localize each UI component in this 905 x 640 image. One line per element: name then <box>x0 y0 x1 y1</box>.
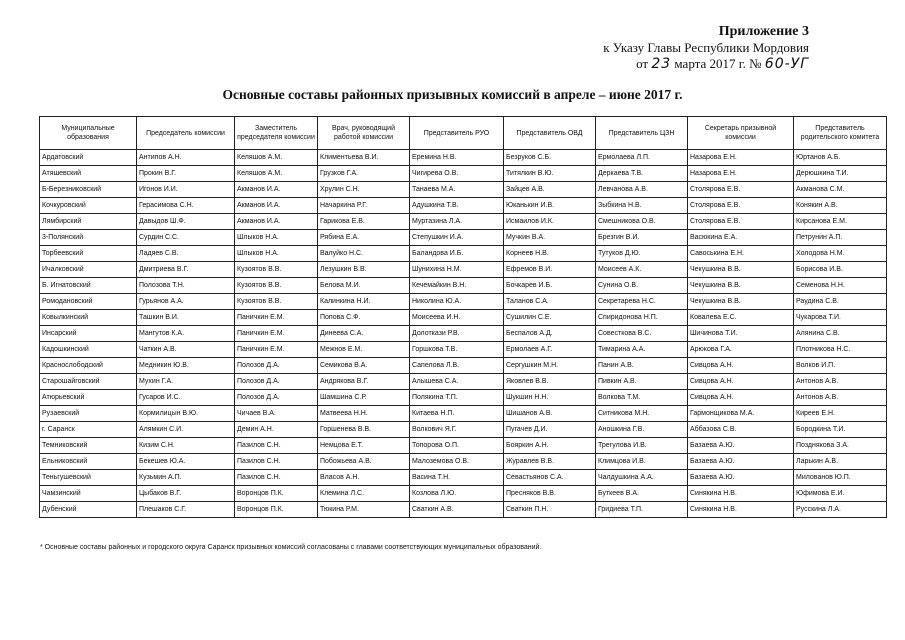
table-cell: Игонов И.И. <box>137 182 235 198</box>
column-header: Врач, руководящий работой комиссии <box>318 117 410 150</box>
table-cell: Пазилов С.Н. <box>235 470 318 486</box>
table-cell: Волкович Я.Г. <box>410 422 504 438</box>
table-cell: Пугачев Д.И. <box>504 422 596 438</box>
table-row <box>40 326 887 342</box>
table-cell: Арюкова Г.А. <box>688 342 794 358</box>
table-cell: Бородкина Т.И. <box>794 422 887 438</box>
table-cell: Полозов Д.А. <box>235 374 318 390</box>
table-cell: Побожьева А.В. <box>318 454 410 470</box>
table-row <box>40 374 887 390</box>
table-row <box>40 246 887 262</box>
table-cell: Кузьмин А.П. <box>137 470 235 486</box>
table-cell: Власов А.Н. <box>318 470 410 486</box>
table-body <box>40 150 887 518</box>
table-cell: Баландова И.Б. <box>410 246 504 262</box>
table-cell: 3-Полянский <box>40 230 137 246</box>
table-cell: Тутуков Д.Ю. <box>596 246 688 262</box>
table-cell: Сваткин А.В. <box>410 502 504 518</box>
table-cell: Козлова Л.Ю. <box>410 486 504 502</box>
table-cell: Гусаров И.С. <box>137 390 235 406</box>
table-cell: Ермолаев А.Г. <box>504 342 596 358</box>
table-cell: Столярова Е.В. <box>688 214 794 230</box>
table-cell: Панин А.В. <box>596 358 688 374</box>
table-cell: Севастьянов С.А. <box>504 470 596 486</box>
table-cell: Горшкова Т.В. <box>410 342 504 358</box>
table-cell: Алышева С.А. <box>410 374 504 390</box>
table-cell: Базаева А.Ю. <box>688 454 794 470</box>
table-cell: Ларькин А.В. <box>794 454 887 470</box>
table-cell: Танаева М.А. <box>410 182 504 198</box>
table-cell: Васюкина Е.А. <box>688 230 794 246</box>
table-cell: Немцова Е.Т. <box>318 438 410 454</box>
table-cell: Паничкин Е.М. <box>235 310 318 326</box>
table-cell: Шлыков Н.А. <box>235 230 318 246</box>
table-cell: Юфимова Е.И. <box>794 486 887 502</box>
table-cell: Антонов А.В. <box>794 374 887 390</box>
table-cell: Бекешев Ю.А. <box>137 454 235 470</box>
table-cell: Полозова Т.Н. <box>137 278 235 294</box>
table-cell: Ромодановский <box>40 294 137 310</box>
decree-reference: к Указу Главы Республики Мордовия <box>603 40 809 55</box>
table-cell: Киреев Е.Н. <box>794 406 887 422</box>
table-cell: Гридиева Т.П. <box>596 502 688 518</box>
table-cell: Межнов Е.М. <box>318 342 410 358</box>
table-cell: Столярова Е.В. <box>688 182 794 198</box>
table-cell: Б-Березниковский <box>40 182 137 198</box>
table-cell: Мухин Г.А. <box>137 374 235 390</box>
annex-header <box>603 24 809 72</box>
table-cell: Назарова Е.Н. <box>688 150 794 166</box>
table-cell: Совесткова В.С. <box>596 326 688 342</box>
table-cell: Пивкин А.В. <box>596 374 688 390</box>
table-cell: Кузоятов В.В. <box>235 262 318 278</box>
table-cell: Атюрьевский <box>40 390 137 406</box>
table-cell: Шлыков Н.А. <box>235 246 318 262</box>
table-cell: Торбеевский <box>40 246 137 262</box>
table-cell: Волков И.П. <box>794 358 887 374</box>
table-cell: Дерюшкина Т.И. <box>794 166 887 182</box>
table-cell: Грузков Г.А. <box>318 166 410 182</box>
table-cell: Столярова Е.В. <box>688 198 794 214</box>
table-cell: Шукшин Н.Н. <box>504 390 596 406</box>
date-rest: марта 2017 г. № <box>674 56 762 71</box>
table-cell: Кузоятов В.В. <box>235 278 318 294</box>
table-cell: Конякин А.В. <box>794 198 887 214</box>
table-cell: Гармонщикова М.А. <box>688 406 794 422</box>
column-header: Представитель ОВД <box>504 117 596 150</box>
table-cell: Волкова Т.М. <box>596 390 688 406</box>
table-cell: Синякина Н.В. <box>688 502 794 518</box>
table-row <box>40 390 887 406</box>
table-cell: Ельниковский <box>40 454 137 470</box>
table-cell: Ермолаева Л.П. <box>596 150 688 166</box>
table-cell: Теньгушевский <box>40 470 137 486</box>
table-cell: Акманов И.А. <box>235 182 318 198</box>
column-header: Секретарь призывной комиссии <box>688 117 794 150</box>
table-cell: Дмитриева В.Г. <box>137 262 235 278</box>
table-row <box>40 294 887 310</box>
table-row <box>40 198 887 214</box>
table-cell: Давыдов Ш.Ф. <box>137 214 235 230</box>
table-cell: Чичаев В.А. <box>235 406 318 422</box>
table-cell: Ладяев С.В. <box>137 246 235 262</box>
table-row <box>40 502 887 518</box>
table-header-row <box>40 117 887 150</box>
table-cell: Савоськина Е.Н. <box>688 246 794 262</box>
table-cell: Чаткин А.В. <box>137 342 235 358</box>
table-row <box>40 422 887 438</box>
table-cell: г. Саранск <box>40 422 137 438</box>
table-row <box>40 486 887 502</box>
table-cell: Клемина Л.С. <box>318 486 410 502</box>
table-cell: Чукарова Т.И. <box>794 310 887 326</box>
table-cell: Хрулин С.Н. <box>318 182 410 198</box>
table-cell: Цыбаков В.Г. <box>137 486 235 502</box>
table-row <box>40 470 887 486</box>
table-cell: Акманова С.М. <box>794 182 887 198</box>
table-cell: Инсарский <box>40 326 137 342</box>
table-cell: Паничкин Е.М. <box>235 342 318 358</box>
table-cell: Медникин Ю.В. <box>137 358 235 374</box>
table-cell: Петрунин А.П. <box>794 230 887 246</box>
table-cell: Воронцов П.К. <box>235 502 318 518</box>
table-cell: Беспалов А.Д. <box>504 326 596 342</box>
table-row <box>40 214 887 230</box>
table-cell: Лямбирский <box>40 214 137 230</box>
table-cell: Гарикова Е.В. <box>318 214 410 230</box>
table-cell: Акманов И.А. <box>235 214 318 230</box>
table-cell: Сергушкин М.Н. <box>504 358 596 374</box>
table-cell: Синякина Н.В. <box>688 486 794 502</box>
table-cell: Бочкарев И.Б. <box>504 278 596 294</box>
table-cell: Малоземова О.В. <box>410 454 504 470</box>
table-row <box>40 438 887 454</box>
table-cell: Начаркина Р.Г. <box>318 198 410 214</box>
table-cell: Китаева Н.П. <box>410 406 504 422</box>
table-cell: Климентьева В.И. <box>318 150 410 166</box>
document-title: Основные составы районных призывных комиссий в апреле – июне 2017 г. <box>222 87 683 102</box>
table-cell: Герасимова С.Н. <box>137 198 235 214</box>
table-cell: Шунихина Н.М. <box>410 262 504 278</box>
table-cell: Пазилов С.Н. <box>235 454 318 470</box>
table-row <box>40 262 887 278</box>
table-row <box>40 278 887 294</box>
table-cell: Юртанов А.Б. <box>794 150 887 166</box>
table-row <box>40 150 887 166</box>
table-cell: Шишанов А.В. <box>504 406 596 422</box>
table-cell: Сивцова А.Н. <box>688 390 794 406</box>
decree-number: 60-УГ <box>764 56 809 72</box>
table-cell: Матвеева Н.Н. <box>318 406 410 422</box>
table-cell: Паничкин Е.М. <box>235 326 318 342</box>
table-cell: Базаева А.Ю. <box>688 438 794 454</box>
table-cell: Плешаков С.Г. <box>137 502 235 518</box>
table-cell: Валуйко Н.С. <box>318 246 410 262</box>
commissions-table <box>39 116 887 518</box>
table-cell: Мучкин В.А. <box>504 230 596 246</box>
table-cell: Ташкин В.И. <box>137 310 235 326</box>
table-row <box>40 230 887 246</box>
table-row <box>40 406 887 422</box>
table-cell: Еремина Н.В. <box>410 150 504 166</box>
table-row <box>40 358 887 374</box>
table-cell: Старошайговский <box>40 374 137 390</box>
table-cell: Секретарева Н.С. <box>596 294 688 310</box>
table-cell: Базаева А.Ю. <box>688 470 794 486</box>
table-cell: Васина Т.Н. <box>410 470 504 486</box>
table-cell: Николина Ю.А. <box>410 294 504 310</box>
table-cell: Полякина Т.П. <box>410 390 504 406</box>
table-cell: Ефремов В.И. <box>504 262 596 278</box>
column-header: Представитель РУО <box>410 117 504 150</box>
table-cell: Зайцев А.В. <box>504 182 596 198</box>
table-cell: Степушкин И.А. <box>410 230 504 246</box>
table-cell: Шичинова Т.И. <box>688 326 794 342</box>
table-cell: Исмаилов И.К. <box>504 214 596 230</box>
table-cell: Ситникова М.Н. <box>596 406 688 422</box>
table-cell: Позднякова З.А. <box>794 438 887 454</box>
table-cell: Келяшов А.М. <box>235 150 318 166</box>
table-cell: Атяшевский <box>40 166 137 182</box>
table-cell: Полозов Д.А. <box>235 358 318 374</box>
table-cell: Горшенева В.В. <box>318 422 410 438</box>
table-cell: Лезушкин В.В. <box>318 262 410 278</box>
table-cell: Прокин В.Г. <box>137 166 235 182</box>
table-cell: Климцова И.В. <box>596 454 688 470</box>
table-cell: Моисеева И.Н. <box>410 310 504 326</box>
table-cell: Долоткази Р.В. <box>410 326 504 342</box>
table-cell: Шамшина С.Р. <box>318 390 410 406</box>
table-cell: Чамзинский <box>40 486 137 502</box>
table-cell: Демин А.Н. <box>235 422 318 438</box>
table-cell: Рузаевский <box>40 406 137 422</box>
table-cell: Ичалковский <box>40 262 137 278</box>
table-cell: Титялкин В.Ю. <box>504 166 596 182</box>
table-cell: Левчанова А.В. <box>596 182 688 198</box>
table-cell: Антипов А.Н. <box>137 150 235 166</box>
table-cell: Тимарина А.А. <box>596 342 688 358</box>
table-cell: Кизим С.Н. <box>137 438 235 454</box>
table-cell: Холодова Н.М. <box>794 246 887 262</box>
table-cell: Кечемайкин В.Н. <box>410 278 504 294</box>
column-header: Муниципальные образования <box>40 117 137 150</box>
table-cell: Смешникова О.В. <box>596 214 688 230</box>
table-cell: Дубенский <box>40 502 137 518</box>
table-cell: Муртазина Л.А. <box>410 214 504 230</box>
date-prefix: от <box>636 56 649 71</box>
table-row <box>40 166 887 182</box>
table-cell: Кирсанова Е.М. <box>794 214 887 230</box>
table-cell: Андрякова В.Г. <box>318 374 410 390</box>
footnote: * Основные составы районных и городского округа Саранск призывных комиссий согласованы с главами соответствующих муниципальных образований. <box>40 544 542 551</box>
table-cell: Полозов Д.А. <box>235 390 318 406</box>
table-cell: Кадошкинский <box>40 342 137 358</box>
table-cell: Назарова Е.Н. <box>688 166 794 182</box>
table-cell: Антонов А.В. <box>794 390 887 406</box>
table-cell: Аношкина Г.В. <box>596 422 688 438</box>
column-header: Представитель родительского комитета <box>794 117 887 150</box>
table-cell: Таланов С.А. <box>504 294 596 310</box>
table-cell: Милованов Ю.П. <box>794 470 887 486</box>
table-cell: Рябина Е.А. <box>318 230 410 246</box>
table-cell: Кочкуровский <box>40 198 137 214</box>
table-cell: Сушилин С.Е. <box>504 310 596 326</box>
table-cell: Русскина Л.А. <box>794 502 887 518</box>
table-cell: Корнеев Н.В. <box>504 246 596 262</box>
table-cell: Плотникова Н.С. <box>794 342 887 358</box>
table-cell: Краснослободский <box>40 358 137 374</box>
table-cell: Сваткин П.Н. <box>504 502 596 518</box>
annex-label: Приложение 3 <box>718 24 809 39</box>
column-header: Заместитель председателя комиссии <box>235 117 318 150</box>
column-header: Представитель ЦЗН <box>596 117 688 150</box>
table-cell: Пресняков В.В. <box>504 486 596 502</box>
column-header: Председатель комиссии <box>137 117 235 150</box>
table-cell: Воронцов П.К. <box>235 486 318 502</box>
table-cell: Трегулова И.В. <box>596 438 688 454</box>
table-cell: Келяшов А.М. <box>235 166 318 182</box>
table-cell: Акманов И.А. <box>235 198 318 214</box>
table-cell: Алянина С.В. <box>794 326 887 342</box>
table-cell: Чигирева О.В. <box>410 166 504 182</box>
table-row <box>40 310 887 326</box>
table-cell: Динеева С.А. <box>318 326 410 342</box>
table-cell: Тюкина Р.М. <box>318 502 410 518</box>
table-cell: Спиридонова Н.П. <box>596 310 688 326</box>
table-cell: Яковлев В.В. <box>504 374 596 390</box>
table-cell: Темниковский <box>40 438 137 454</box>
table-cell: Зыбкина Н.В. <box>596 198 688 214</box>
table-cell: Чалдушкина А.А. <box>596 470 688 486</box>
table-cell: Брезгин В.И. <box>596 230 688 246</box>
table-cell: Раудина С.В. <box>794 294 887 310</box>
table-cell: Ковалева Е.С. <box>688 310 794 326</box>
table-cell: Адушкина Т.В. <box>410 198 504 214</box>
table-cell: Чекушкина В.В. <box>688 278 794 294</box>
decree-date <box>603 56 809 72</box>
table-cell: Журавлев В.В. <box>504 454 596 470</box>
table-cell: Кузоятов В.В. <box>235 294 318 310</box>
table-cell: Безруков С.Б. <box>504 150 596 166</box>
table-cell: Моисеев А.К. <box>596 262 688 278</box>
table-cell: Топорова О.П. <box>410 438 504 454</box>
table-cell: Аббазова С.В. <box>688 422 794 438</box>
table-cell: Калинкина Н.И. <box>318 294 410 310</box>
table-cell: Сурдин С.С. <box>137 230 235 246</box>
table-cell: Ардатовский <box>40 150 137 166</box>
table-cell: Мангутов К.А. <box>137 326 235 342</box>
table-cell: Деркаева Т.В. <box>596 166 688 182</box>
table-cell: Попова С.Ф. <box>318 310 410 326</box>
table-cell: Пазилов С.Н. <box>235 438 318 454</box>
table-row <box>40 454 887 470</box>
table-cell: Белова М.И. <box>318 278 410 294</box>
table-cell: Чекушкина В.В. <box>688 262 794 278</box>
table-cell: Сивцова А.Н. <box>688 374 794 390</box>
table-cell: Бояркин А.Н. <box>504 438 596 454</box>
table-cell: Чекушкина В.В. <box>688 294 794 310</box>
table-cell: Гурьянов А.А. <box>137 294 235 310</box>
table-row <box>40 342 887 358</box>
table-cell: Б. Игнатовский <box>40 278 137 294</box>
table-cell: Борисова И.В. <box>794 262 887 278</box>
table-cell: Сивцова А.Н. <box>688 358 794 374</box>
table-cell: Семенова Н.Н. <box>794 278 887 294</box>
date-day: 23 <box>651 56 672 72</box>
table-cell: Семикова В.А. <box>318 358 410 374</box>
table-cell: Буткеев В.А. <box>596 486 688 502</box>
table-cell: Сунина О.В. <box>596 278 688 294</box>
table-row <box>40 182 887 198</box>
table-cell: Юканькин И.В. <box>504 198 596 214</box>
table-cell: Кормилицын В.Ю. <box>137 406 235 422</box>
table-cell: Ковылкинский <box>40 310 137 326</box>
table-cell: Алямкин С.И. <box>137 422 235 438</box>
table-cell: Сапелова Л.В. <box>410 358 504 374</box>
